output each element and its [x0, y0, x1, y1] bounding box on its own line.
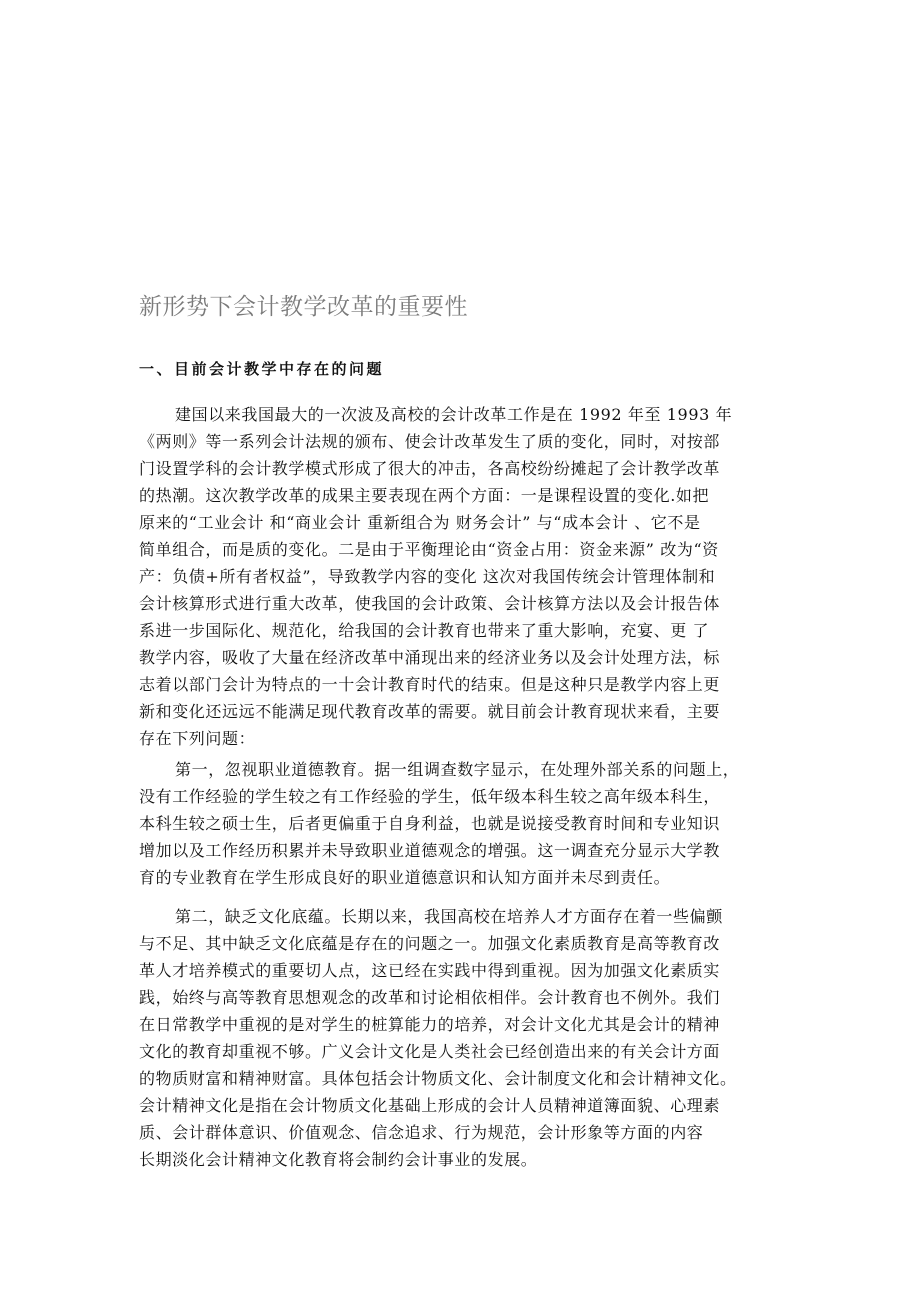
paragraph-line: 质、会计群体意识、价值观念、信念追求、行为规范，会计形象等方面的内容	[139, 1123, 704, 1142]
paragraph-line: 会计核算形式进行重大改革，使我国的会计政策、会计核算方法以及会计报告体	[139, 594, 721, 613]
paragraph-line: 本科生较之硕士生，后者更偏重于自身利益，也就是说接受教育时间和专业知识	[139, 814, 721, 833]
paragraph-line: 在日常教学中重视的是对学生的桩算能力的培养，对会计文化尤其是会计的精神	[139, 1015, 721, 1034]
paragraph-line: 存在下列问题：	[139, 729, 256, 748]
paragraph-line: 文化的教育却重视不够。广义会计文化是人类社会已经创造出来的有关会计方面	[139, 1042, 721, 1061]
paragraph-line: 原来的“工业会计 和“商业会计 重新组合为 财务会计” 与“成本会计 、它不是	[139, 513, 701, 532]
paragraph-line: 践，始终与高等教育思想观念的改革和讨论相依相伴。会计教育也不例外。我们	[139, 988, 721, 1007]
paragraph-line: 《两则》等一系列会计法规的颁布、使会计改革发生了质的变化，同时，对按部	[139, 432, 721, 451]
paragraph-line: 育的专业教育在学生形成良好的职业道德意识和认知方面并未尽到责任。	[139, 868, 671, 887]
paragraph-3	[139, 903, 781, 1173]
paragraph-line: 系进一步国际化、规范化，给我国的会计教育也带来了重大影响，充宴、更 了	[139, 621, 710, 640]
paragraph-line: 第一，忽视职业道德教育。据一组调查数字显示，在处理外部关系的问题上，	[175, 760, 740, 779]
paragraph-2	[139, 756, 781, 891]
paragraph-line: 会计精神文化是指在会计物质文化基础上形成的会计人员精神道簿面貌、心理素	[139, 1096, 721, 1115]
paragraph-line: 门设置学科的会计教学模式形成了很大的冲击，各高校纷纷摊起了会计教学改革	[139, 459, 721, 478]
paragraph-line: 简单组合，而是质的变化。二是由于平衡理论由“资金占用：资金来源” 改为“资	[139, 540, 719, 559]
paragraph-line: 产：负债+所有者权益”，导致教学内容的变化 这次对我国传统会计管理体制和	[139, 567, 716, 586]
paragraph-line: 没有工作经验的学生较之有工作经验的学生，低年级本科生较之高年级本科生，	[139, 787, 721, 806]
paragraph-line: 革人才培养模式的重要切人点，这已经在实践中得到重视。因为加强文化素质实	[139, 961, 721, 980]
paragraph-line: 教学内容，吸收了大量在经济改革中涌现出来的经济业务以及会计处理方法，标	[139, 648, 721, 667]
paragraph-line: 建国以来我国最大的一次波及高校的会计改革工作是在 1992 年至 1993 年	[175, 405, 733, 424]
document-title: 新形势下会计教学改革的重要性	[139, 294, 468, 320]
paragraph-line: 的热潮。这次教学改革的成果主要表现在两个方面：一是课程设置的变化.如把	[139, 486, 710, 505]
paragraph-line: 长期淡化会计精神文化教育将会制约会计事业的发展。	[139, 1150, 538, 1169]
paragraph-line: 增加以及工作经历积累并未导致职业道德观念的增强。这一调查充分显示大学教	[139, 841, 721, 860]
section-heading: 一、目前会计教学中存在的问题	[139, 360, 385, 378]
paragraph-line: 第二，缺乏文化底蕴。长期以来，我国高校在培养人才方面存在着一些偏颤	[175, 907, 723, 926]
paragraph-line: 志着以部门会计为特点的一十会计教育时代的结束。但是这种只是教学内容上更	[139, 675, 721, 694]
paragraph-line: 的物质财富和精神财富。具体包括会计物质文化、会计制度文化和会计精神文化。	[139, 1069, 737, 1088]
paragraph-line: 与不足、其中缺乏文化底蕴是存在的问题之一。加强文化素质教育是高等教育改	[139, 934, 721, 953]
paragraph-1	[139, 401, 781, 752]
paragraph-line: 新和变化还远远不能满足现代教育改革的需要。就目前会计教育现状来看，主要	[139, 702, 721, 721]
